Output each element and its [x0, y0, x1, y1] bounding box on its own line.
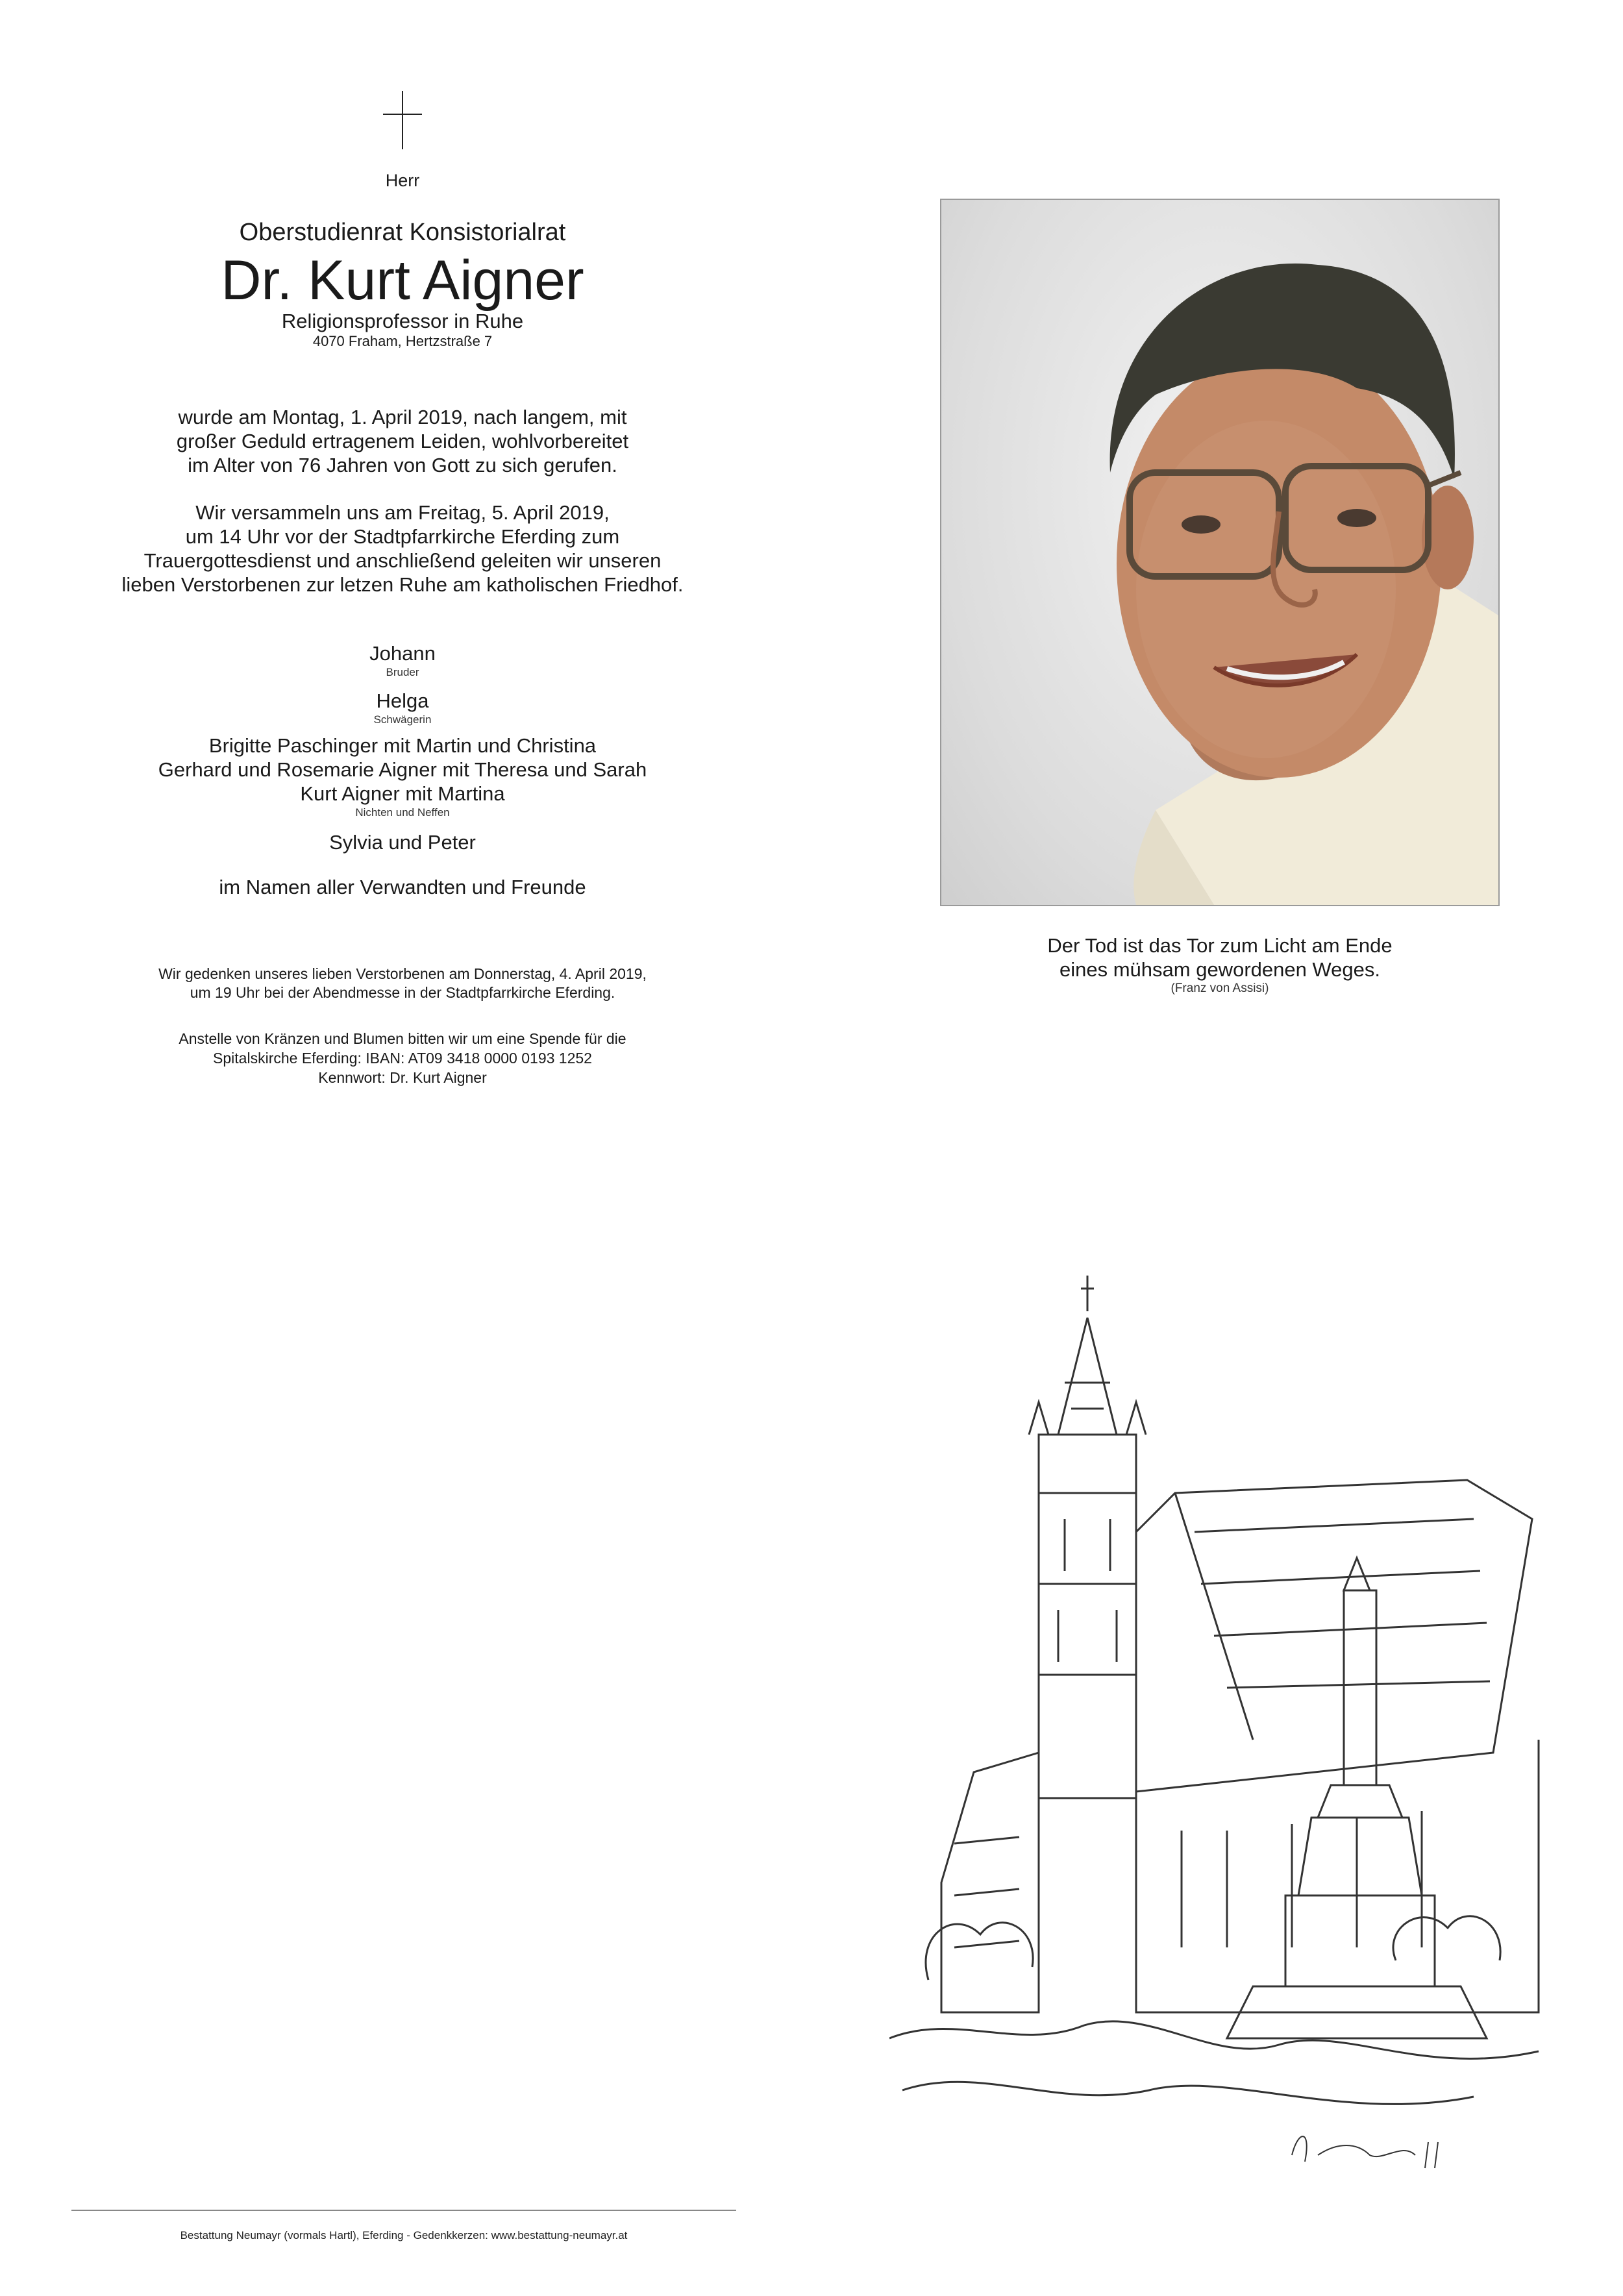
mourner-relation: Bruder — [386, 666, 419, 678]
funeral-line: um 14 Uhr vor der Stadtpfarrkirche Eferding zum — [185, 525, 620, 548]
quote — [940, 933, 1500, 996]
memorial-line: Wir gedenken unseres lieben Verstorbenen am Donnerstag, 4. April 2019, — [158, 965, 647, 982]
footer-divider — [71, 2210, 736, 2211]
mourner-name: Gerhard und Rosemarie Aigner mit Theresa und Sarah — [158, 758, 647, 781]
donation-line: Kennwort: Dr. Kurt Aigner — [318, 1069, 487, 1086]
deceased-name: Dr. Kurt Aigner — [221, 249, 584, 312]
announcement-line: im Alter von 76 Jahren von Gott zu sich gerufen. — [188, 454, 617, 476]
portrait-illustration — [941, 200, 1498, 905]
death-announcement — [65, 405, 740, 477]
mourner-name: Sylvia und Peter — [329, 831, 476, 854]
funeral-line: Trauergottesdienst und anschließend geleiten wir unseren — [143, 549, 662, 572]
donation-notice — [65, 1029, 740, 1087]
salutation: Herr — [385, 171, 420, 190]
memorial-notice — [65, 965, 740, 1002]
donation-line: Spitalskirche Eferding: IBAN: AT09 3418 0000 0193 1252 — [213, 1050, 592, 1067]
funeral-line: Wir versammeln uns am Freitag, 5. April 2019, — [195, 501, 610, 524]
memorial-line: um 19 Uhr bei der Abendmesse in der Stadtpfarrkirche Eferding. — [190, 984, 615, 1001]
church-drawing — [889, 1168, 1558, 2207]
mourner-name: Helga — [376, 689, 429, 712]
quote-line: eines mühsam gewordenen Weges. — [1059, 958, 1380, 981]
closing-line: im Namen aller Verwandten und Freunde — [219, 876, 586, 898]
donation-line: Anstelle von Kränzen und Blumen bitten wir um eine Spende für die — [179, 1030, 626, 1047]
footer: Bestattung Neumayr (vormals Hartl), Eferding - Gedenkkerzen: www.bestattung-neumayr.at — [180, 2229, 628, 2241]
announcement-line: wurde am Montag, 1. April 2019, nach langem, mit — [178, 406, 627, 428]
mourner-name: Brigitte Paschinger mit Martin und Christina — [208, 734, 597, 757]
quote-author: (Franz von Assisi) — [1171, 981, 1269, 995]
announcement-line: großer Geduld ertragenem Leiden, wohlvorbereitet — [176, 430, 629, 452]
profession: Religionsprofessor in Ruhe — [281, 310, 524, 332]
funeral-info — [65, 500, 740, 597]
mourner-relation: Nichten und Neffen — [355, 806, 450, 819]
header — [65, 170, 740, 350]
mourner-name: Johann — [369, 642, 436, 665]
portrait-photo — [940, 199, 1500, 906]
address: 4070 Fraham, Hertzstraße 7 — [312, 333, 493, 349]
mourner-name: Kurt Aigner mit Martina — [300, 782, 505, 805]
church-sketch — [889, 1168, 1558, 2207]
honorific-title: Oberstudienrat Konsistorialrat — [239, 219, 566, 246]
mourner-relation: Schwägerin — [373, 713, 432, 726]
funeral-line: lieben Verstorbenen zur letzen Ruhe am katholischen Friedhof. — [121, 573, 684, 596]
cross-icon — [383, 91, 422, 149]
quote-line: Der Tod ist das Tor zum Licht am Ende — [1047, 934, 1393, 957]
mourners — [65, 641, 740, 899]
